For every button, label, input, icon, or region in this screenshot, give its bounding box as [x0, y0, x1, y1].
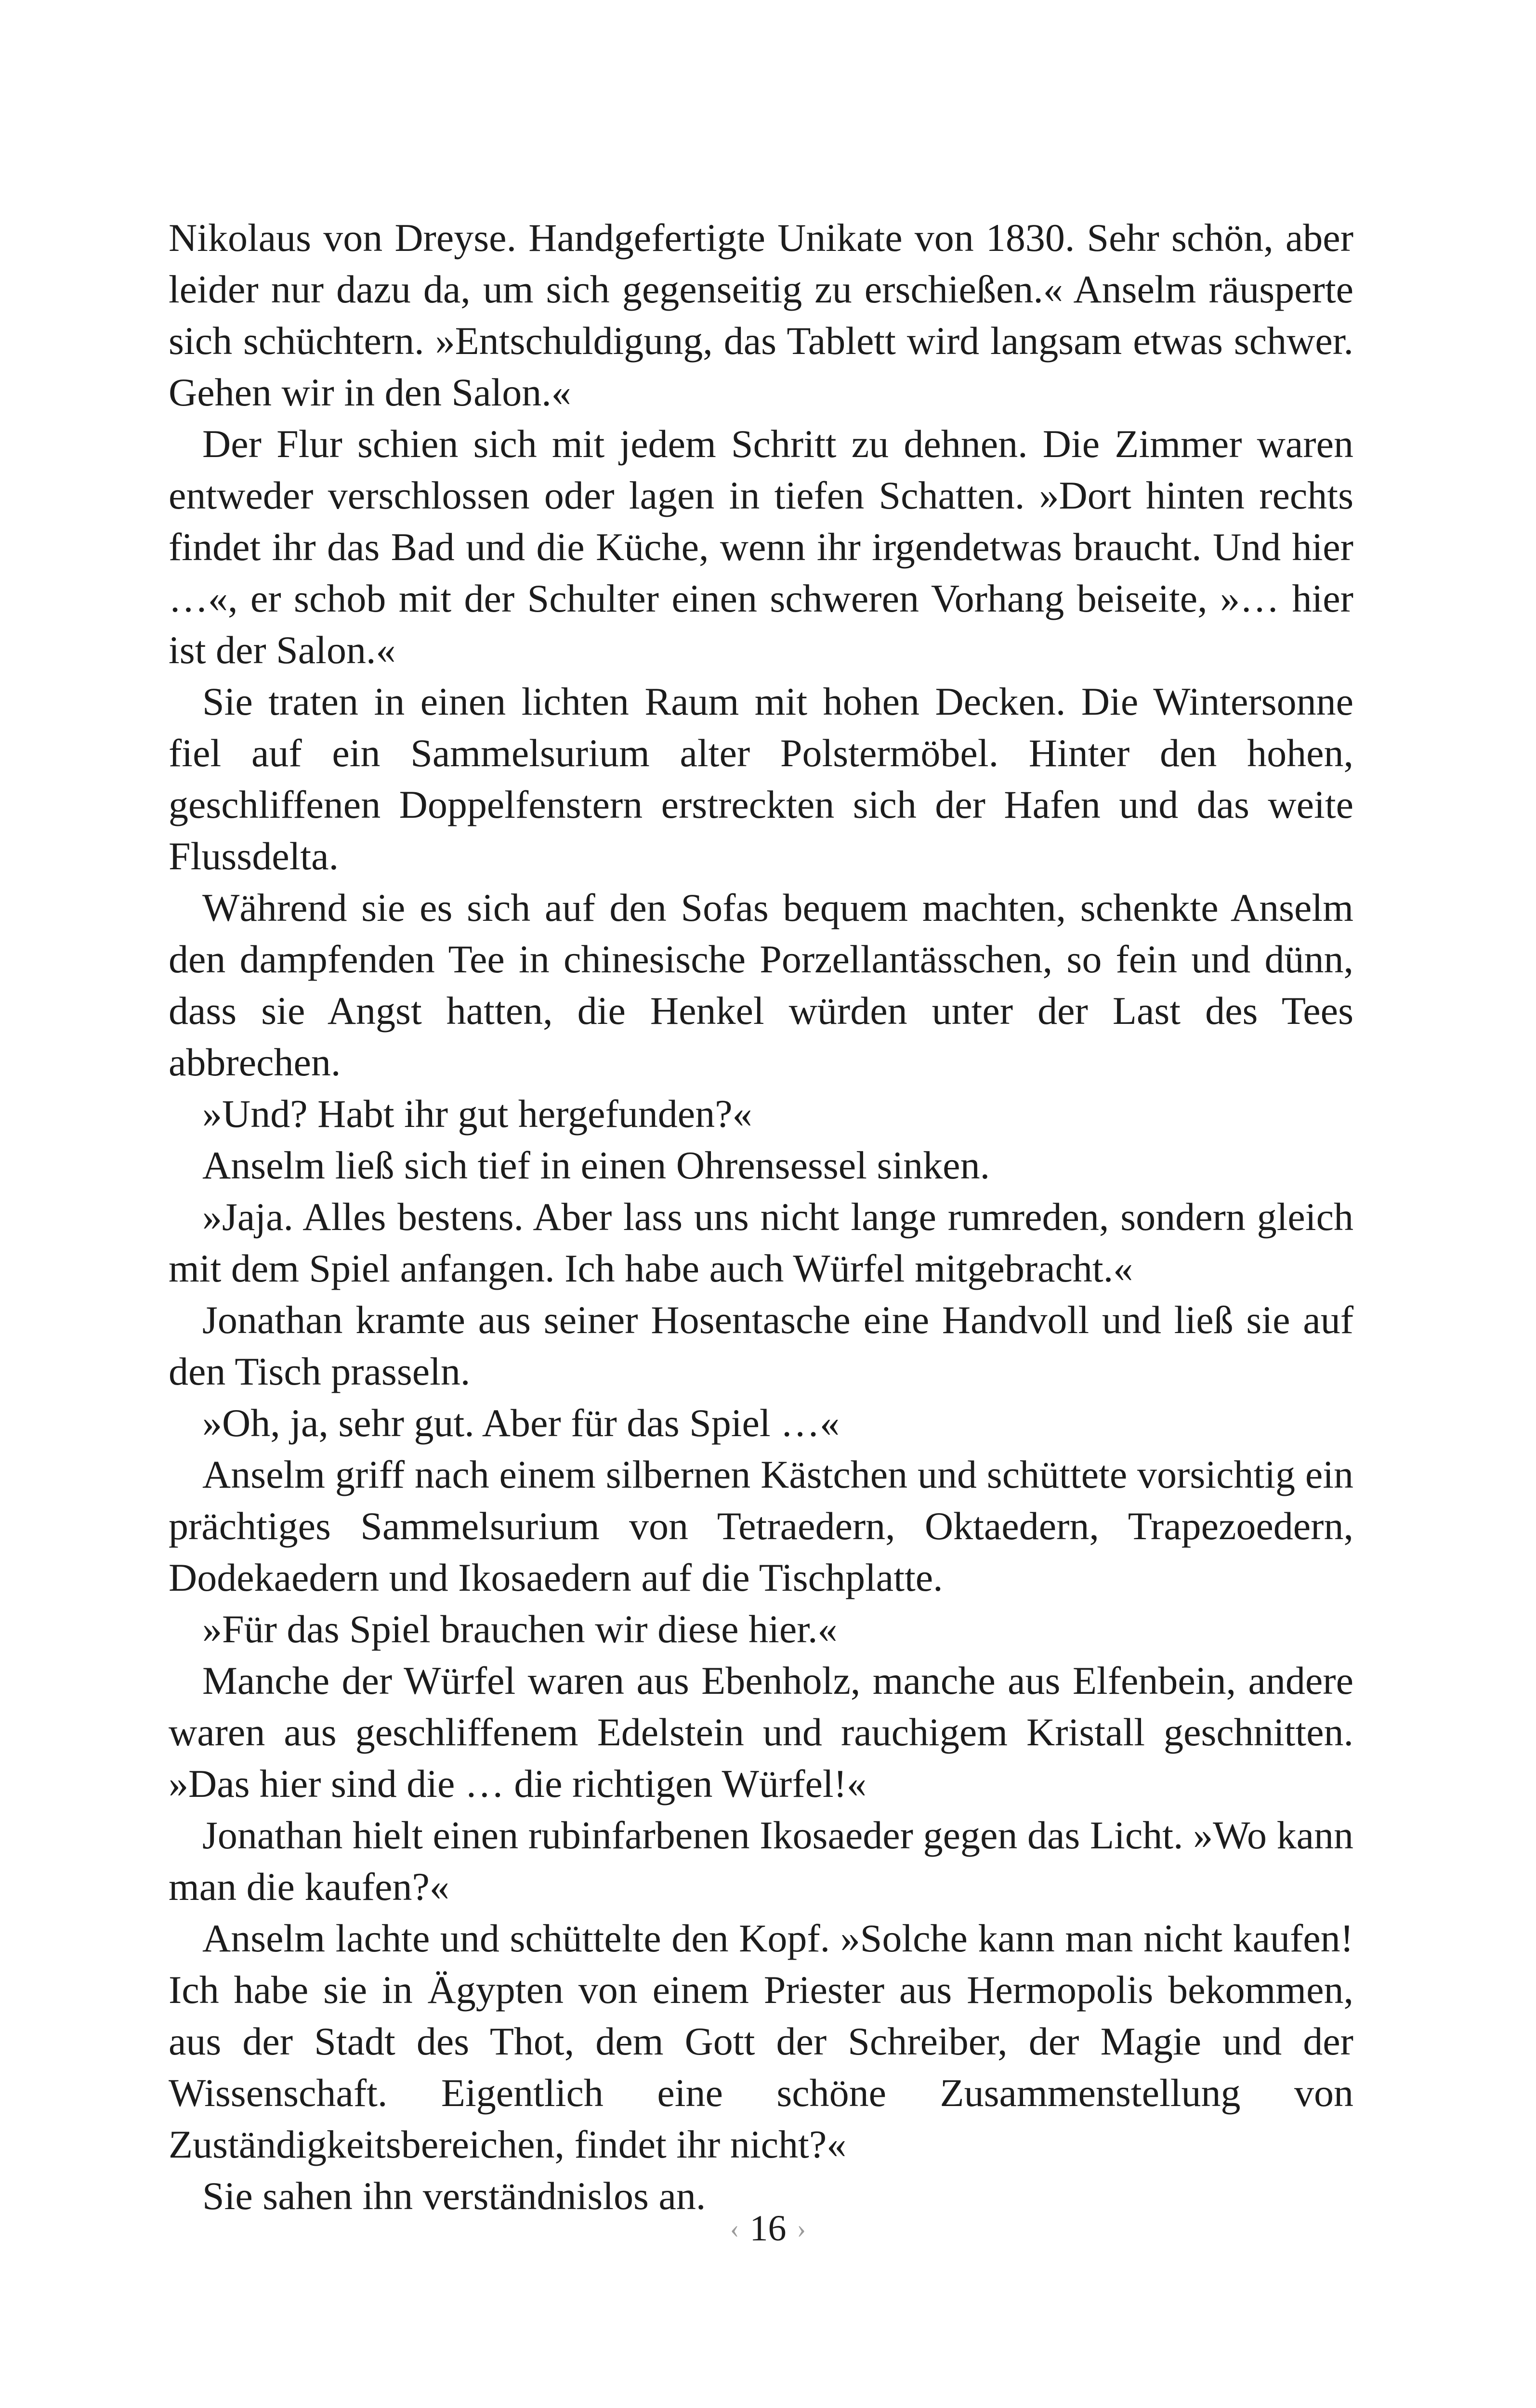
paragraph: Sie traten in einen lichten Raum mit hohen Decken. Die Wintersonne fiel auf ein Sammelsurium alter Polstermöbel. Hinter den hohen, geschliffenen Doppelfenstern erstreckten sich der Hafen und das weite Flussdelta.: [169, 680, 1353, 878]
paragraph: Anselm ließ sich tief in einen Ohrensessel sinken.: [202, 1143, 990, 1187]
paragraph: Sie sahen ihn verständnislos an.: [202, 2174, 706, 2218]
paragraph: Der Flur schien sich mit jedem Schritt zu dehnen. Die Zimmer waren entweder verschlossen oder lagen in tiefen Schatten. »Dort hinten rechts findet ihr das Bad und die Küche, wenn ihr irgendetwas braucht. Und hier …«, er schob mit der Schulter einen schweren Vorhang beiseite, »… hier ist der Salon.«: [169, 422, 1353, 672]
paragraph: Anselm griff nach einem silbernen Kästchen und schüttete vorsichtig ein prächtiges Sammelsurium von Tetraedern, Oktaedern, Trapezoedern, Dodekaedern und Ikosaedern auf die Tischplatte.: [169, 1453, 1353, 1599]
page-number-footer: [0, 2207, 1536, 2251]
paragraph: »Für das Spiel brauchen wir diese hier.«: [202, 1607, 838, 1651]
paragraph: »Jaja. Alles bestens. Aber lass uns nicht lange rumreden, sondern gleich mit dem Spiel anfangen. Ich habe auch Würfel mitgebracht.«: [169, 1195, 1353, 1290]
paragraph: Jonathan hielt einen rubinfarbenen Ikosaeder gegen das Licht. »Wo kann man die kaufen?«: [169, 1813, 1353, 1909]
paragraph: »Oh, ja, sehr gut. Aber für das Spiel …«: [202, 1401, 840, 1445]
page-number: 16: [749, 2208, 787, 2249]
paragraph: Anselm lachte und schüttelte den Kopf. »Solche kann man nicht kaufen! Ich habe sie in Ägypten von einem Priester aus Hermopolis bekommen, aus der Stadt des Thot, dem Gott der Schreiber, der Magie und der Wissenschaft. Eigentlich eine schöne Zusammenstellung von Zuständigkeitsbereichen, findet ihr nicht?«: [169, 1916, 1353, 2166]
folio-left-mark: ‹: [730, 2214, 739, 2244]
paragraph: Jonathan kramte aus seiner Hosentasche eine Handvoll und ließ sie auf den Tisch prasseln.: [169, 1298, 1353, 1393]
paragraph: Während sie es sich auf den Sofas bequem machten, schenkte Anselm den dampfenden Tee in chinesische Porzellantässchen, so fein und dünn, dass sie Angst hatten, die Henkel würden unter der Last des Tees abbrechen.: [169, 886, 1353, 1084]
folio-right-mark: ›: [797, 2214, 806, 2244]
body-text: [169, 212, 1353, 2222]
paragraph: Manche der Würfel waren aus Ebenholz, manche aus Elfenbein, andere waren aus geschliffenem Edelstein und rauchigem Kristall geschnitten. »Das hier sind die … die richtigen Würfel!«: [169, 1659, 1353, 1806]
paragraph: »Und? Habt ihr gut hergefunden?«: [202, 1092, 752, 1136]
paragraph: Nikolaus von Dreyse. Handgefertigte Unikate von 1830. Sehr schön, aber leider nur dazu da, um sich gegenseitig zu erschießen.« Anselm räusperte sich schüchtern. »Entschuldigung, das Tablett wird langsam etwas schwer. Gehen wir in den Salon.«: [169, 216, 1353, 414]
